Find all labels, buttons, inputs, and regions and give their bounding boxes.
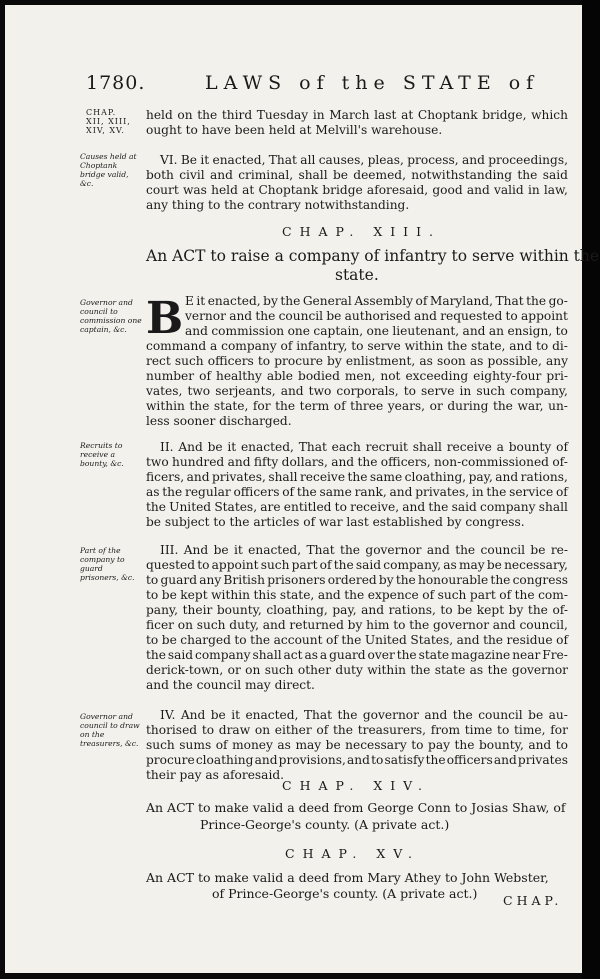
margin-note-causes: Causes held at Choptank bridge valid, &c. xyxy=(80,152,137,188)
margin-note-governor: Governor and council to commission one captain, &c. xyxy=(80,298,142,334)
page-year: 1780. xyxy=(86,72,146,94)
text-line: procure cloathing and provisions, and to satisfy the officers and privates xyxy=(146,753,568,767)
margin-note-recruits: Recruits to receive a bounty, &c. xyxy=(80,441,124,468)
text-line: pany, their bounty, cloathing, pay, and rations, to be kept by the of- xyxy=(146,603,568,617)
act-title: An ACT to make valid a deed from George Conn to Josias Shaw, of xyxy=(146,800,566,815)
text-line: II. And be it enacted, That each recruit shall receive a bounty of xyxy=(160,440,568,454)
text-line: number of healthy able bodied men, not exceeding eighty-four pri- xyxy=(146,369,568,383)
text-line: ought to have been held at Melvill's warehouse. xyxy=(146,123,443,137)
text-line: vernor and the council be authorised and requested to appoint xyxy=(185,309,568,323)
text-line: as the regular officers of the same rank, and privates, in the service of xyxy=(146,485,568,499)
text-line: IV. And be it enacted, That the governor and the council be au- xyxy=(160,708,568,722)
margin-note-chapters: CHAP. XII, XIII, XIV, XV. xyxy=(86,108,131,135)
act-title: An ACT to raise a company of infantry to serve within the xyxy=(146,247,600,265)
text-line: to be charged to the account of the United States, and the residue of xyxy=(146,633,568,647)
text-line: VI. Be it enacted, That all causes, pleas, process, and proceedings, xyxy=(160,153,568,167)
text-line: rect such officers to procure by enlistment, as soon as possible, any xyxy=(146,354,568,368)
text-line: and commission one captain, one lieutenant, and an ensign, to xyxy=(185,324,568,338)
text-line: less sooner discharged. xyxy=(146,414,292,428)
text-line: held on the third Tuesday in March last at Choptank bridge, which xyxy=(146,108,568,122)
chapter-heading: CHAP. XIV. xyxy=(282,778,430,793)
running-header xyxy=(0,72,600,96)
text-line: such sums of money as may be necessary to pay the bounty, and to xyxy=(146,738,568,752)
text-line: E it enacted, by the General Assembly of Maryland, That the go- xyxy=(185,294,568,308)
text-line: the said company shall act as a guard over the state magazine near Fre- xyxy=(146,648,568,662)
text-line: both civil and criminal, shall be deemed, notwithstanding the said xyxy=(146,168,568,182)
scan-border xyxy=(582,0,600,979)
text-line: within the state, for the term of three years, or during the war, un- xyxy=(146,399,568,413)
catchword: CHAP. xyxy=(503,893,563,908)
text-line: command a company of infantry, to serve within the state, and to di- xyxy=(146,339,568,353)
text-line: thorised to draw on either of the treasurers, from time to time, for xyxy=(146,723,568,737)
text-line: III. And be it enacted, That the governor and the council be re- xyxy=(160,543,568,557)
text-line: be subject to the articles of war last established by congress. xyxy=(146,515,525,529)
margin-note-treasurers: Governor and council to draw on the treasurers, &c. xyxy=(80,712,140,748)
text-line: their pay as aforesaid. xyxy=(146,768,285,782)
text-line: to guard any British prisoners ordered by the honourable the congress xyxy=(146,573,568,587)
text-line: quested to appoint such part of the said company, as may be necessary, xyxy=(146,558,568,572)
text-line: ficers, and privates, shall receive the same cloathing, pay, and rations, xyxy=(146,470,568,484)
text-line: court was held at Choptank bridge aforesaid, good and valid in law, xyxy=(146,183,568,197)
margin-note-part-company: Part of the company to guard prisoners, &c. xyxy=(80,546,135,582)
act-title: Prince-George's county. (A private act.) xyxy=(200,817,450,832)
running-title: LAWS of the STATE of xyxy=(205,72,540,94)
text-line: any thing to the contrary notwithstanding. xyxy=(146,198,410,212)
text-line: two hundred and fifty dollars, and the officers, non-commissioned of- xyxy=(146,455,568,469)
text-line: derick-town, or on such other duty within the state as the governor xyxy=(146,663,568,677)
text-line: the United States, are entitled to receive, and the said company shall xyxy=(146,500,568,514)
text-line: ficer on such duty, and returned by him to the governor and council, xyxy=(146,618,568,632)
act-title: An ACT to make valid a deed from Mary Athey to John Webster, xyxy=(146,870,549,885)
text-line: and the council may direct. xyxy=(146,678,315,692)
act-title: of Prince-George's county. (A private act.) xyxy=(212,886,478,901)
act-title: state. xyxy=(335,266,379,284)
text-line: to be kept within this state, and the expence of such part of the com- xyxy=(146,588,568,602)
chapter-heading: CHAP. XV. xyxy=(285,846,421,861)
chapter-heading: CHAP. XIII. xyxy=(282,224,442,239)
drop-cap: B xyxy=(146,293,184,344)
text-line: vates, two serjeants, and two corporals, to serve in such company, xyxy=(146,384,568,398)
